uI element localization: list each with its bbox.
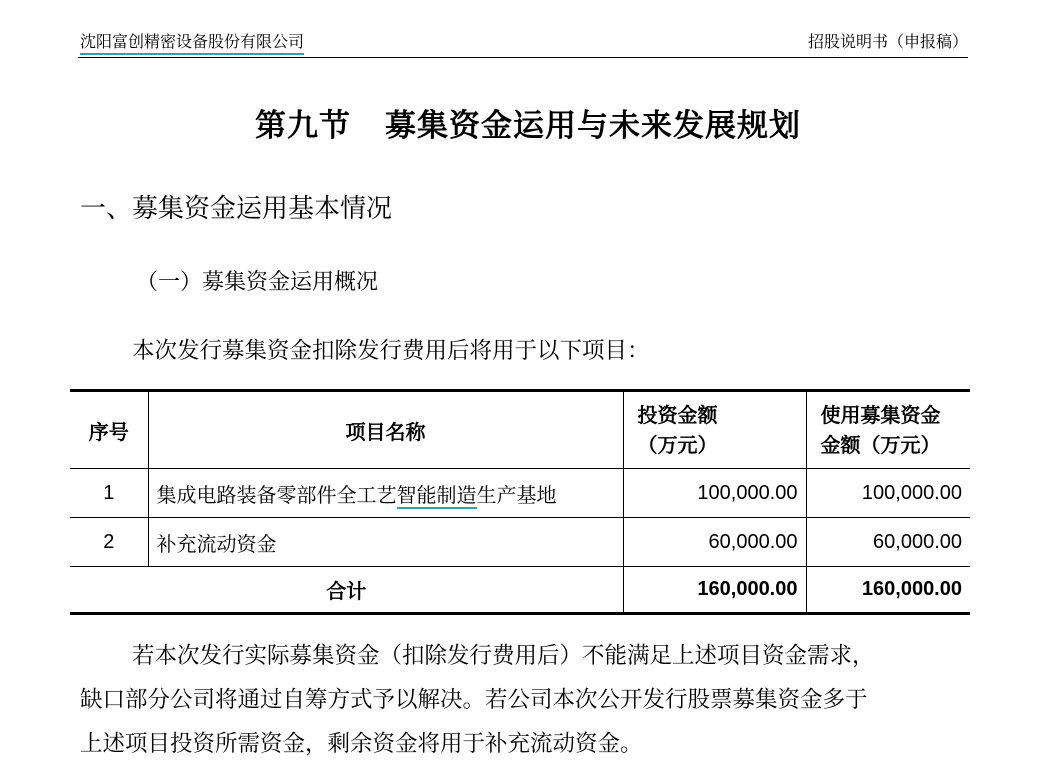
total-label: 合计	[70, 567, 623, 614]
col-header-investment: 投资金额 （万元）	[623, 391, 806, 469]
heading-level-2: （一）募集资金运用概况	[136, 270, 379, 295]
header-document-type: 招股说明书（申报稿）	[807, 32, 968, 51]
paragraph-line-3: 上述项目投资所需资金，剩余资金将用于补充流动资金。	[80, 731, 643, 757]
section-title-text: 募集资金运用与未来发展规划	[385, 108, 801, 144]
table-row	[70, 469, 970, 518]
row-index: 1	[70, 469, 148, 518]
row-index: 2	[70, 518, 148, 567]
underlined-term: 智能制造	[396, 482, 477, 507]
paragraph-line-2: 缺口部分公司将通过自筹方式予以解决。若公司本次公开发行股票募集资金多于	[80, 687, 868, 713]
fund-usage-table	[70, 389, 970, 615]
total-investment-amount: 160,000.00	[623, 567, 806, 614]
header-divider	[78, 57, 968, 58]
section-number: 第九节	[255, 108, 351, 144]
col-header-project-name: 项目名称	[148, 391, 623, 469]
row-investment-amount: 60,000.00	[623, 518, 806, 567]
row-raised-amount: 100,000.00	[806, 469, 970, 518]
row-raised-amount: 60,000.00	[806, 518, 970, 567]
total-raised-amount: 160,000.00	[806, 567, 970, 614]
row-investment-amount: 100,000.00	[623, 469, 806, 518]
paragraph-line-1: 若本次发行实际募集资金（扣除发行费用后）不能满足上述项目资金需求，	[132, 643, 875, 669]
table-total-row	[70, 567, 970, 614]
row-project-name: 补充流动资金	[148, 518, 623, 567]
table-header-row	[70, 391, 970, 469]
col-header-index: 序号	[70, 391, 148, 469]
row-project-name: 集成电路装备零部件全工艺智能制造生产基地	[148, 469, 623, 518]
table-row	[70, 518, 970, 567]
section-title	[0, 104, 1056, 148]
header-company-name: 沈阳富创精密设备股份有限公司	[80, 32, 304, 55]
col-header-raised-funds: 使用募集资金 金额（万元）	[806, 391, 970, 469]
intro-paragraph: 本次发行募集资金扣除发行费用后将用于以下项目：	[132, 338, 650, 364]
closing-paragraph	[80, 634, 960, 766]
heading-level-1: 一、募集资金运用基本情况	[80, 194, 393, 224]
